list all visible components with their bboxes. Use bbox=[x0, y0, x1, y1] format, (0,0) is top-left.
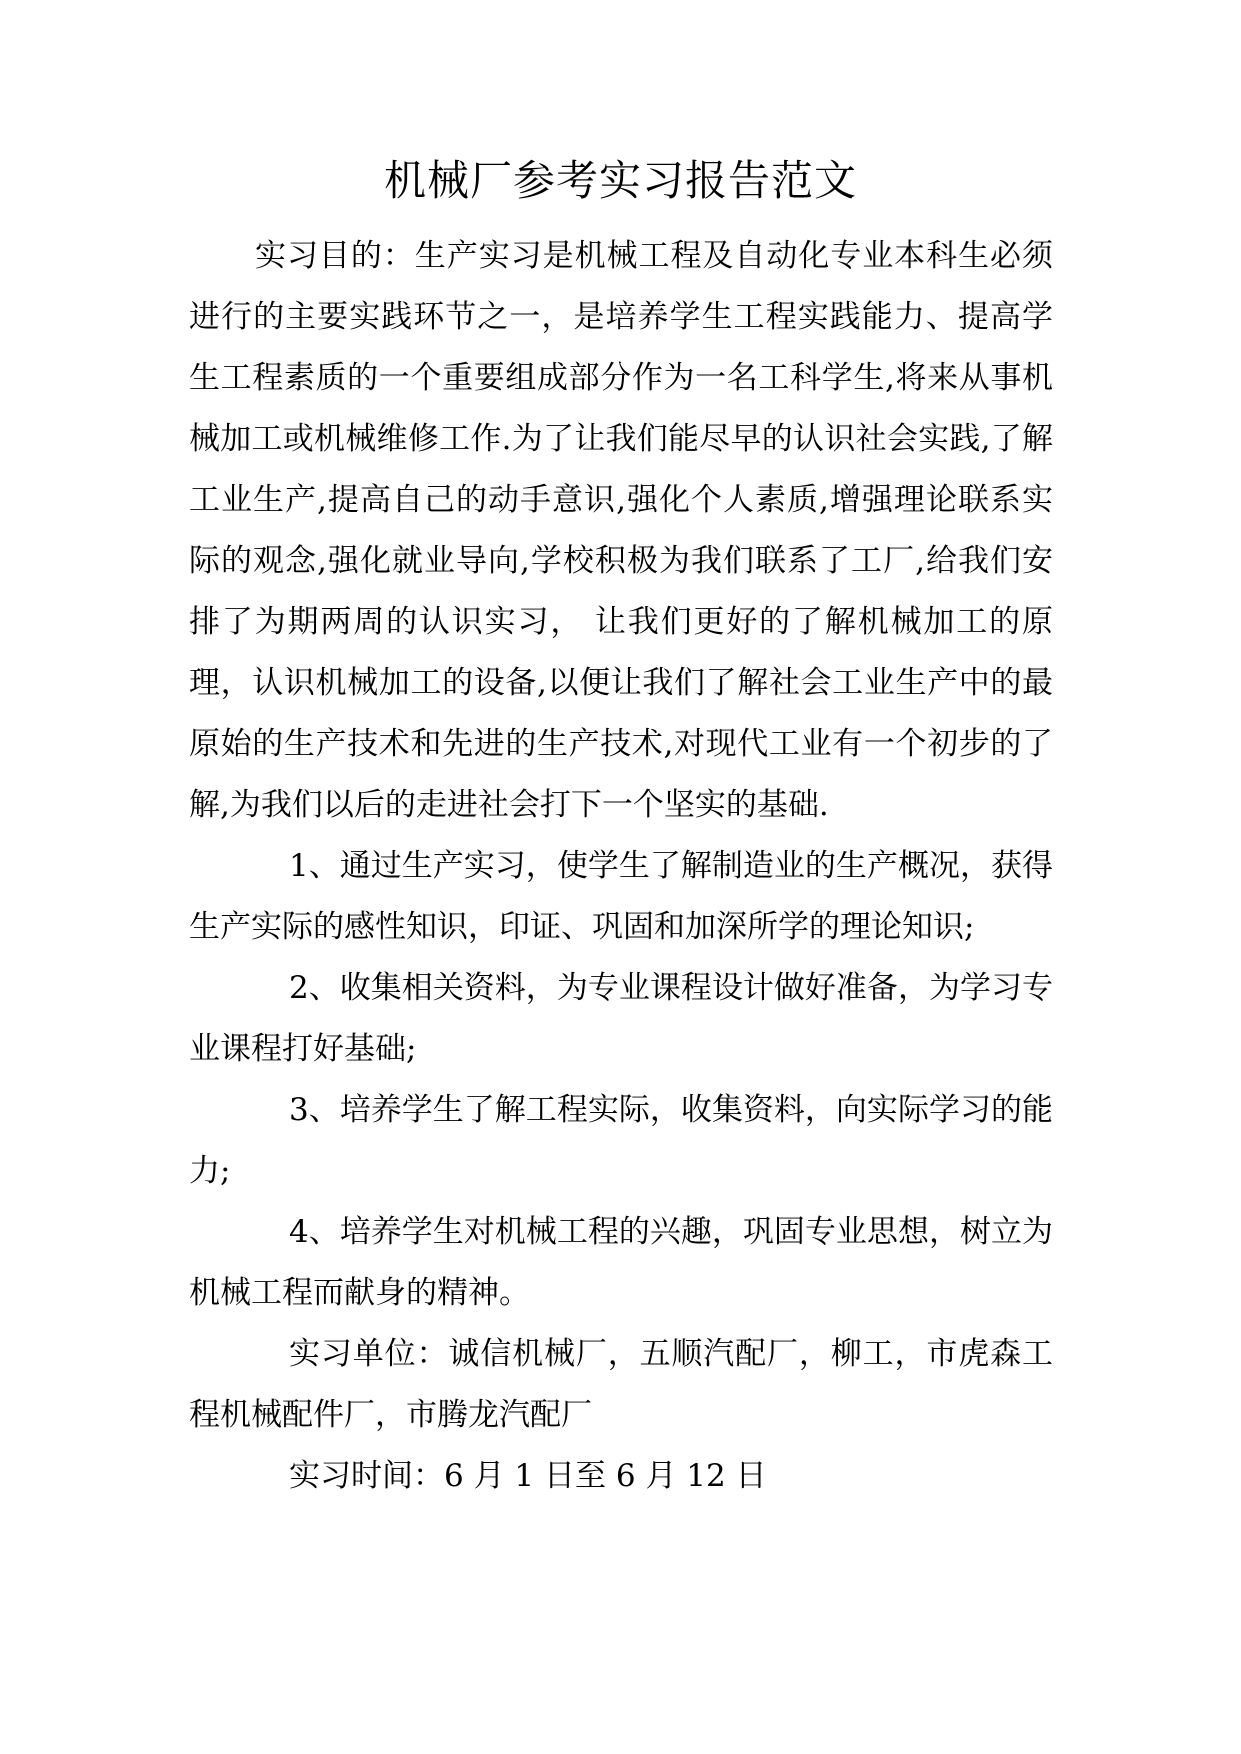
paragraph-item-1: 1、通过生产实习，使学生了解制造业的生产概况，获得生产实际的感性知识，印证、巩固和加深所学的理论知识; bbox=[189, 848, 1053, 945]
document-body bbox=[189, 226, 1053, 1507]
paragraph-purpose: 实习目的：生产实习是机械工程及自动化专业本科生必须进行的主要实践环节之一，是培养学生工程实践能力、提高学生工程素质的一个重要组成部分作为一名工科学生,将来从事机械加工或机械维修工作.为了让我们能尽早的认识社会实践,了解工业生产,提高自己的动手意识,强化个人素质,增强理论联系实际的观念,强化就业导向,学校积极为我们联系了工厂,给我们安排了为期两周的认识实习， 让我们更好的了解机械加工的原理，认识机械加工的设备,以便让我们了解社会工业生产中的最原始的生产技术和先进的生产技术,对现代工业有一个初步的了解,为我们以后的走进社会打下一个坚实的基础. bbox=[189, 238, 1053, 823]
paragraph-item-3: 3、培养学生了解工程实际，收集资料，向实际学习的能力; bbox=[189, 1092, 1053, 1189]
paragraph-item-4: 4、培养学生对机械工程的兴趣，巩固专业思想，树立为机械工程而献身的精神。 bbox=[189, 1214, 1053, 1311]
document-title: 机械厂参考实习报告范文 bbox=[383, 156, 857, 205]
paragraph-units: 实习单位：诚信机械厂，五顺汽配厂，柳工，市虎森工程机械配件厂，市腾龙汽配厂 bbox=[189, 1336, 1053, 1433]
paragraph-time: 实习时间：6 月 1 日至 6 月 12 日 bbox=[289, 1458, 767, 1494]
paragraph-item-2: 2、收集相关资料，为专业课程设计做好准备，为学习专业课程打好基础; bbox=[189, 970, 1053, 1067]
